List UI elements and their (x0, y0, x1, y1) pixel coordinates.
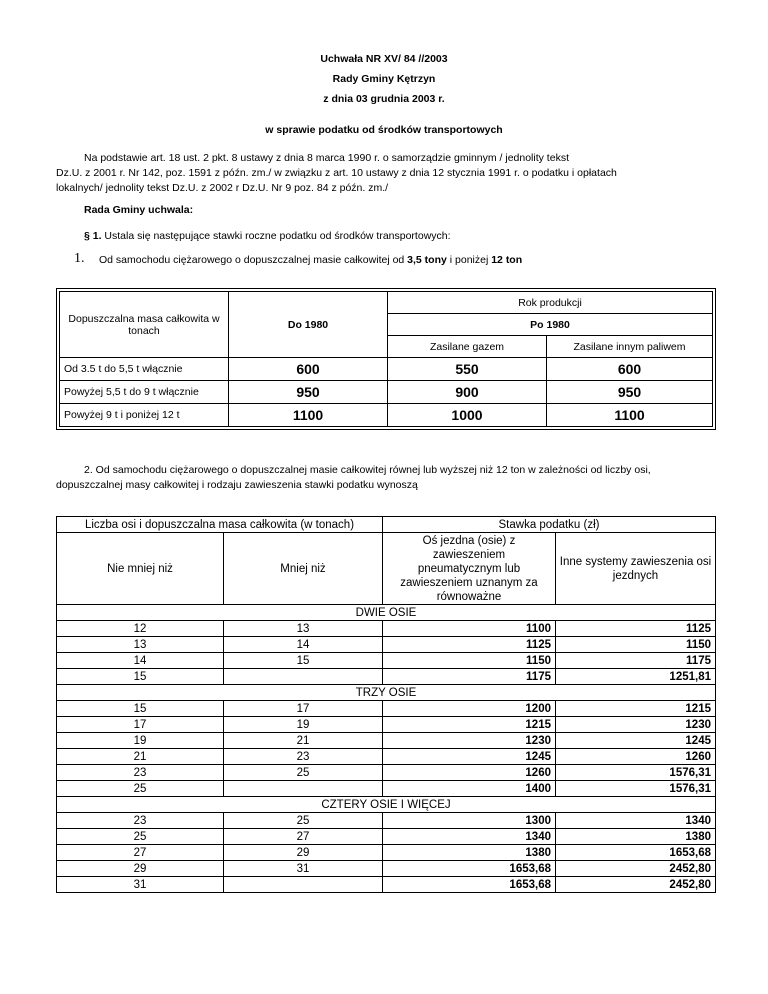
table-section-row (57, 605, 716, 621)
table-row (57, 669, 716, 685)
council-name: Rady Gminy Kętrzyn (332, 73, 436, 85)
table-1-do1980-header: Do 1980 (229, 292, 388, 358)
other-rate-cell: 1230 (556, 717, 716, 733)
table-1 (59, 291, 713, 427)
table-2-max-header: Mniej niż (224, 533, 383, 605)
max-cell: 19 (224, 717, 383, 733)
other-rate-cell: 1150 (556, 637, 716, 653)
other-rate-cell: 2452,80 (556, 861, 716, 877)
max-cell: 27 (224, 829, 383, 845)
preamble-line-3: lokalnych/ jednolity tekst Dz.U. z 2002 r Dz.U. Nr 9 poz. 84 z późn. zm./ (56, 182, 389, 194)
other-rate-cell: 1653,68 (556, 845, 716, 861)
table-row (57, 861, 716, 877)
table-1-other-header: Zasilane innym paliwem (547, 336, 713, 358)
table-2-rate-header: Stawka podatku (zł) (383, 517, 716, 533)
pneumatic-rate-cell: 1300 (383, 813, 556, 829)
other-rate-cell: 1245 (556, 733, 716, 749)
max-cell: 15 (224, 653, 383, 669)
pneumatic-rate-cell: 1200 (383, 701, 556, 717)
min-cell: 12 (57, 621, 224, 637)
table-row (57, 653, 716, 669)
resolution-number: Uchwała NR XV/ 84 //2003 (320, 53, 448, 65)
pneumatic-rate-cell: 1230 (383, 733, 556, 749)
pneumatic-rate-cell: 1400 (383, 781, 556, 797)
table-1-po1980-header: Po 1980 (388, 314, 713, 336)
pneumatic-rate-cell: 1125 (383, 637, 556, 653)
section-title: DWIE OSIE (57, 605, 716, 621)
table-row (57, 845, 716, 861)
max-cell: 25 (224, 765, 383, 781)
item-1-number: 1. (74, 251, 85, 266)
max-cell: 31 (224, 861, 383, 877)
max-cell (224, 877, 383, 893)
table-2-min-header: Nie mniej niż (57, 533, 224, 605)
table-2-other-header: Inne systemy zawieszenia osi jezdnych (556, 533, 716, 605)
pneumatic-rate-cell: 1380 (383, 845, 556, 861)
table-row: Powyżej 9 t i poniżej 12 t 1100 1000 1100 (60, 404, 713, 427)
max-cell: 13 (224, 621, 383, 637)
other-rate-cell: 1125 (556, 621, 716, 637)
table-row (57, 829, 716, 845)
min-cell: 15 (57, 701, 224, 717)
other-rate-cell: 1340 (556, 813, 716, 829)
table-row (57, 781, 716, 797)
table-row (57, 717, 716, 733)
max-cell: 14 (224, 637, 383, 653)
other-rate-cell: 1215 (556, 701, 716, 717)
max-cell: 23 (224, 749, 383, 765)
table-row (57, 813, 716, 829)
table-section-row (57, 685, 716, 701)
min-cell: 23 (57, 813, 224, 829)
min-cell: 25 (57, 829, 224, 845)
min-cell: 25 (57, 781, 224, 797)
max-cell: 29 (224, 845, 383, 861)
table-row (57, 701, 716, 717)
max-cell: 21 (224, 733, 383, 749)
table-1-mass-header: Dopuszczalna masa całkowita w tonach (60, 292, 229, 358)
table-row (57, 877, 716, 893)
min-cell: 31 (57, 877, 224, 893)
table-2-pneumatic-header: Oś jezdna (osie) z zawieszeniem pneumatycznym lub zawieszeniem uznanym za równoważne (383, 533, 556, 605)
max-cell: 25 (224, 813, 383, 829)
other-rate-cell: 2452,80 (556, 877, 716, 893)
table-2-group-header: Liczba osi i dopuszczalna masa całkowita (w tonach) (57, 517, 383, 533)
other-rate-cell: 1380 (556, 829, 716, 845)
other-rate-cell: 1175 (556, 653, 716, 669)
pneumatic-rate-cell: 1653,68 (383, 861, 556, 877)
min-cell: 19 (57, 733, 224, 749)
pneumatic-rate-cell: 1175 (383, 669, 556, 685)
pneumatic-rate-cell: 1215 (383, 717, 556, 733)
min-cell: 13 (57, 637, 224, 653)
pneumatic-rate-cell: 1653,68 (383, 877, 556, 893)
pneumatic-rate-cell: 1245 (383, 749, 556, 765)
table-section-row (57, 797, 716, 813)
table-row (57, 637, 716, 653)
item-2-line-1: 2. Od samochodu ciężarowego o dopuszczalnej masie całkowitej równej lub wyższej niż 12 ton w zależności od liczby osi, (84, 464, 651, 476)
pneumatic-rate-cell: 1340 (383, 829, 556, 845)
preamble-line-1: Na podstawie art. 18 ust. 2 pkt. 8 ustawy z dnia 8 marca 1990 r. o samorządzie gminnym / jednolity tekst (84, 152, 569, 164)
table-row (57, 733, 716, 749)
table-row: Od 3.5 t do 5,5 t włącznie 600 550 600 (60, 358, 713, 381)
pneumatic-rate-cell: 1150 (383, 653, 556, 669)
resolution-subject: w sprawie podatku od środków transportowych (265, 124, 503, 136)
other-rate-cell: 1576,31 (556, 781, 716, 797)
min-cell: 17 (57, 717, 224, 733)
item-1-text: Od samochodu ciężarowego o dopuszczalnej masie całkowitej od 3,5 tony i poniżej 12 ton (99, 254, 523, 266)
table-row (57, 765, 716, 781)
item-2-line-2: dopuszczalnej masy całkowitej i rodzaju zawieszenia stawki podatku wynoszą (56, 479, 418, 491)
min-cell: 29 (57, 861, 224, 877)
other-rate-cell: 1260 (556, 749, 716, 765)
min-cell: 27 (57, 845, 224, 861)
section-1: § 1. Ustala się następujące stawki roczne podatku od środków transportowych: (84, 230, 451, 242)
preamble-line-2: Dz.U. z 2001 r. Nr 142, poz. 1591 z późn. zm./ w związku z art. 10 ustawy z dnia 12 stycznia 1991 r. o podatku i opłatach (56, 167, 617, 179)
section-title: CZTERY OSIE I WIĘCEJ (57, 797, 716, 813)
min-cell: 23 (57, 765, 224, 781)
max-cell (224, 781, 383, 797)
pneumatic-rate-cell: 1260 (383, 765, 556, 781)
table-1-gas-header: Zasilane gazem (388, 336, 547, 358)
max-cell (224, 669, 383, 685)
pneumatic-rate-cell: 1100 (383, 621, 556, 637)
table-row (57, 621, 716, 637)
min-cell: 21 (57, 749, 224, 765)
table-row: Powyżej 5,5 t do 9 t włącznie 950 900 950 (60, 381, 713, 404)
max-cell: 17 (224, 701, 383, 717)
table-row (57, 749, 716, 765)
other-rate-cell: 1251,81 (556, 669, 716, 685)
other-rate-cell: 1576,31 (556, 765, 716, 781)
resolves-line: Rada Gminy uchwala: (84, 204, 194, 216)
table-1-year-header: Rok produkcji (388, 292, 713, 314)
min-cell: 14 (57, 653, 224, 669)
table-2 (56, 516, 716, 893)
resolution-date: z dnia 03 grudnia 2003 r. (323, 93, 445, 105)
min-cell: 15 (57, 669, 224, 685)
table-1-frame (56, 288, 716, 430)
section-title: TRZY OSIE (57, 685, 716, 701)
